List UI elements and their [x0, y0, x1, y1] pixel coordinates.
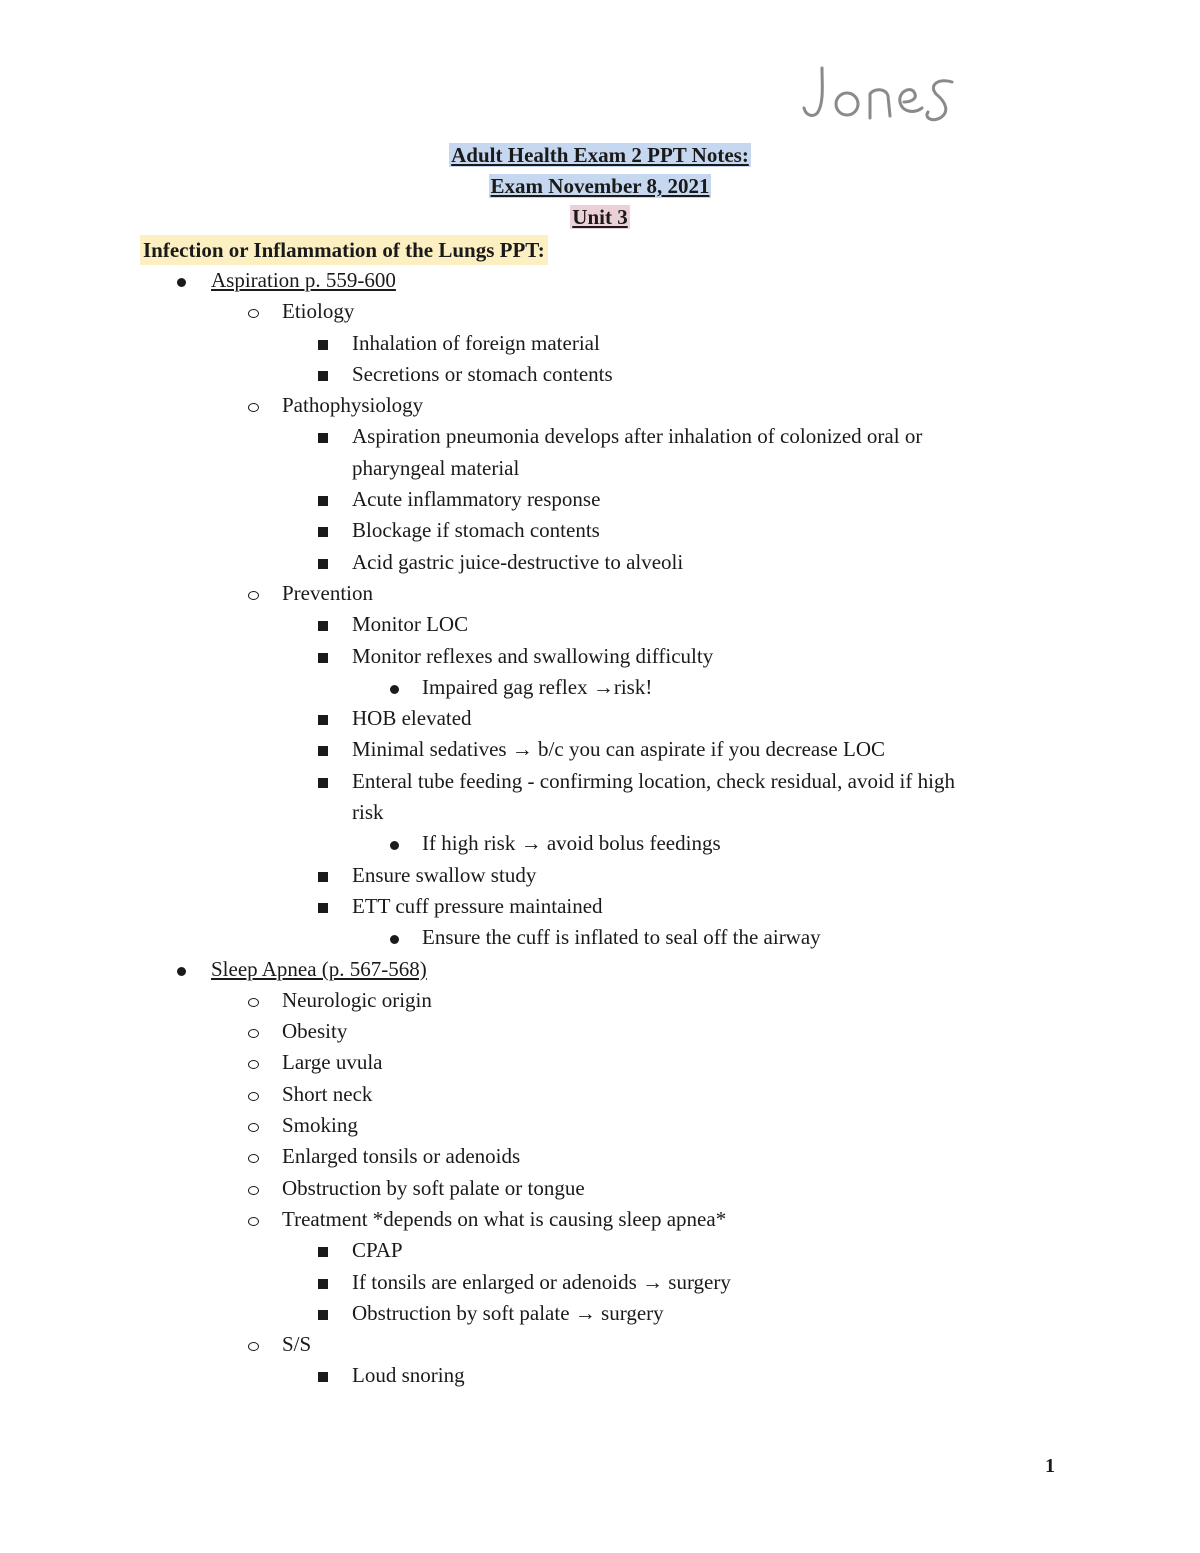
list-item: Obesity: [0, 1016, 1200, 1047]
list-item: Blockage if stomach contents: [0, 515, 1200, 546]
bullet-circle-icon: [248, 1060, 259, 1069]
list-item: Aspiration pneumonia develops after inhalation of colonized oral or: [0, 421, 1200, 452]
list-item: Secretions or stomach contents: [0, 359, 1200, 390]
bullet-circle-icon: [248, 1123, 259, 1132]
list-item: Minimal sedatives → b/c you can aspirate if you decrease LOC: [0, 734, 1200, 765]
bullet-square-icon: [318, 559, 328, 569]
bullet-circle-icon: [248, 1217, 259, 1226]
notes-list: [0, 265, 1200, 1392]
document-title-block: [0, 140, 1200, 233]
unit-label: Unit 3: [572, 205, 628, 229]
list-item: Smoking: [0, 1110, 1200, 1141]
list-item: [0, 954, 1200, 985]
bullet-square-icon: [318, 1310, 328, 1320]
list-item: Neurologic origin: [0, 985, 1200, 1016]
bullet-dot-icon: [390, 841, 399, 850]
bullet-dot-icon: [177, 278, 186, 287]
bullet-circle-icon: [248, 1154, 259, 1163]
bullet-circle-icon: [248, 1029, 259, 1038]
list-item-continuation: pharyngeal material: [352, 455, 520, 480]
list-item: [0, 1204, 1200, 1235]
list-item: If tonsils are enlarged or adenoids → surgery: [0, 1267, 1200, 1298]
bullet-dot-icon: [177, 967, 186, 976]
list-item: Obstruction by soft palate → surgery: [0, 1298, 1200, 1329]
page-number: 1: [1045, 1455, 1055, 1477]
list-item: Acid gastric juice-destructive to alveoli: [0, 547, 1200, 578]
list-item: [0, 265, 1200, 296]
bullet-square-icon: [318, 1247, 328, 1257]
bullet-square-icon: [318, 496, 328, 506]
bullet-circle-icon: [248, 403, 259, 412]
bullet-dot-icon: [390, 685, 399, 694]
subtopic-label: Treatment *depends on what is causing sleep apnea*: [282, 1206, 727, 1231]
list-item: Ensure swallow study: [0, 860, 1200, 891]
topic-heading: Aspiration p. 559-600: [211, 268, 396, 292]
section-heading: Infection or Inflammation of the Lungs PPT:: [140, 235, 548, 265]
list-item: Short neck: [0, 1079, 1200, 1110]
bullet-square-icon: [318, 746, 328, 756]
list-item: Monitor LOC: [0, 609, 1200, 640]
list-item: [0, 390, 1200, 421]
subtopic-label: Pathophysiology: [282, 393, 424, 418]
bullet-square-icon: [318, 903, 328, 913]
list-item-continuation: risk: [352, 800, 384, 825]
bullet-square-icon: [318, 340, 328, 350]
list-item: Large uvula: [0, 1047, 1200, 1078]
list-item: [0, 296, 1200, 327]
list-item: [0, 1329, 1200, 1360]
bullet-circle-icon: [248, 309, 259, 318]
subtopic-label: S/S: [282, 1332, 312, 1357]
list-item: Loud snoring: [0, 1360, 1200, 1391]
list-item: Acute inflammatory response: [0, 484, 1200, 515]
subtopic-label: Etiology: [282, 299, 355, 324]
exam-date: Exam November 8, 2021: [490, 174, 710, 198]
bullet-square-icon: [318, 371, 328, 381]
list-item: HOB elevated: [0, 703, 1200, 734]
bullet-dot-icon: [390, 935, 399, 944]
list-item: CPAP: [0, 1235, 1200, 1266]
subtopic-label: Prevention: [282, 580, 373, 605]
bullet-square-icon: [318, 433, 328, 443]
list-item: Monitor reflexes and swallowing difficulty: [0, 641, 1200, 672]
list-item: Impaired gag reflex →risk!: [0, 672, 1200, 703]
bullet-circle-icon: [248, 1092, 259, 1101]
list-item: Enteral tube feeding - confirming location, check residual, avoid if high: [0, 766, 1200, 797]
list-item: If high risk → avoid bolus feedings: [0, 828, 1200, 859]
handwritten-signature: [800, 62, 960, 128]
bullet-square-icon: [318, 1372, 328, 1382]
bullet-circle-icon: [248, 1186, 259, 1195]
bullet-square-icon: [318, 778, 328, 788]
list-item: Ensure the cuff is inflated to seal off the airway: [0, 922, 1200, 953]
bullet-circle-icon: [248, 1342, 259, 1351]
bullet-circle-icon: [248, 998, 259, 1007]
bullet-square-icon: [318, 653, 328, 663]
document-title: Adult Health Exam 2 PPT Notes:: [451, 143, 749, 167]
bullet-square-icon: [318, 872, 328, 882]
bullet-square-icon: [318, 621, 328, 631]
list-item: [0, 578, 1200, 609]
list-item: Obstruction by soft palate or tongue: [0, 1173, 1200, 1204]
bullet-circle-icon: [248, 591, 259, 600]
list-item: Enlarged tonsils or adenoids: [0, 1141, 1200, 1172]
topic-heading: Sleep Apnea (p. 567-568): [211, 956, 427, 981]
list-item: ETT cuff pressure maintained: [0, 891, 1200, 922]
bullet-square-icon: [318, 527, 328, 537]
bullet-square-icon: [318, 715, 328, 725]
list-item: Inhalation of foreign material: [0, 328, 1200, 359]
bullet-square-icon: [318, 1279, 328, 1289]
